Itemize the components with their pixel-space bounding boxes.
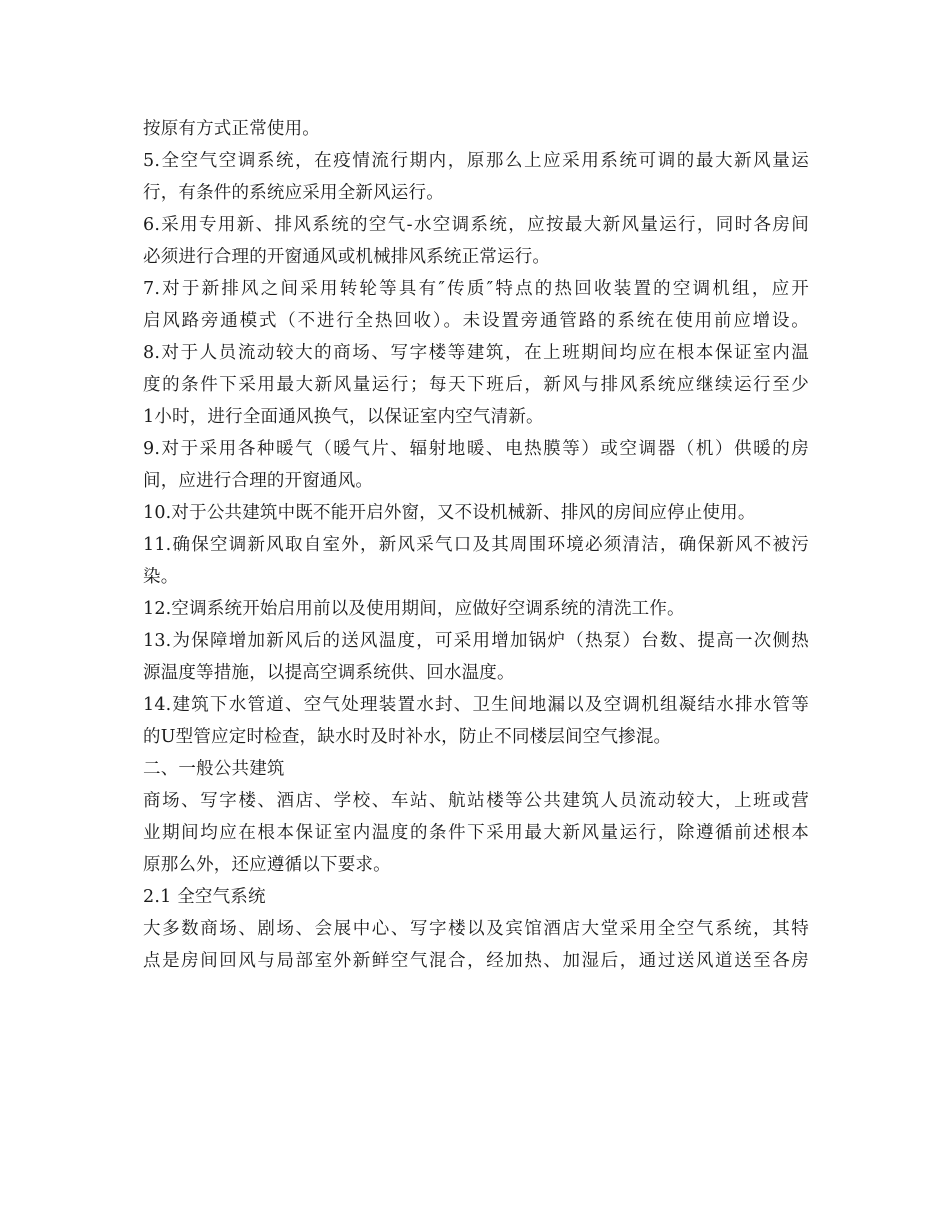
text-line: 1小时，进行全面通风换气，以保证室内空气清新。 [143,407,544,427]
text-line: 13.为保障增加新风后的送风温度，可采用增加锅炉（热泵）台数、提高一次侧热 [143,631,809,651]
text-line: 染。 [143,567,179,587]
text-line: 10.对于公共建筑中既不能开启外窗，又不设机械新、排风的房间应停止使用。 [143,503,756,523]
text-line: 原那么外，还应遵循以下要求。 [143,855,391,875]
text-line: 度的条件下采用最大新风量运行；每天下班后，新风与排风系统应继续运行至少 [143,375,809,395]
text-line: 6.采用专用新、排风系统的空气-水空调系统，应按最大新风量运行，同时各房间 [143,215,809,235]
text-line: 间，应进行合理的开窗通风。 [143,471,374,491]
text-line: 按原有方式正常使用。 [143,119,320,139]
text-line: 点是房间回风与局部室外新鲜空气混合，经加热、加湿后，通过送风道送至各房 [143,951,809,971]
text-line: 11.确保空调新风取自室外，新风采气口及其周围环境必须清洁，确保新风不被污 [143,535,809,555]
text-line: 5.全空气空调系统，在疫情流行期内，原那么上应采用系统可调的最大新风量运 [143,151,809,171]
document-body [143,113,809,977]
text-line: 启风路旁通模式（不进行全热回收）。未设置旁通管路的系统在使用前应增设。 [143,311,809,331]
text-line: 14.建筑下水管道、空气处理装置水封、卫生间地漏以及空调机组凝结水排水管等 [143,695,809,715]
text-line: 8.对于人员流动较大的商场、写字楼等建筑，在上班期间均应在根本保证室内温 [143,343,809,363]
text-line: 的U型管应定时检查，缺水时及时补水，防止不同楼层间空气掺混。 [143,727,672,747]
subsection-heading: 2.1 全空气系统 [143,887,266,907]
text-line: 商场、写字楼、酒店、学校、车站、航站楼等公共建筑人员流动较大，上班或营 [143,791,809,811]
text-line: 12.空调系统开始启用前以及使用期间，应做好空调系统的清洗工作。 [143,599,685,619]
text-line: 源温度等措施，以提高空调系统供、回水温度。 [143,663,515,683]
text-line: 业期间均应在根本保证室内温度的条件下采用最大新风量运行，除遵循前述根本 [143,823,809,843]
text-line: 7.对于新排风之间采用转轮等具有″传质″特点的热回收装置的空调机组，应开 [143,279,809,299]
text-line: 必须进行合理的开窗通风或机械排风系统正常运行。 [143,247,551,267]
text-line: 行，有条件的系统应采用全新风运行。 [143,183,444,203]
section-heading: 二、一般公共建筑 [143,759,285,779]
text-line: 大多数商场、剧场、会展中心、写字楼以及宾馆酒店大堂采用全空气系统，其特 [143,919,809,939]
text-line: 9.对于采用各种暖气（暖气片、辐射地暖、电热膜等）或空调器（机）供暖的房 [143,439,809,459]
